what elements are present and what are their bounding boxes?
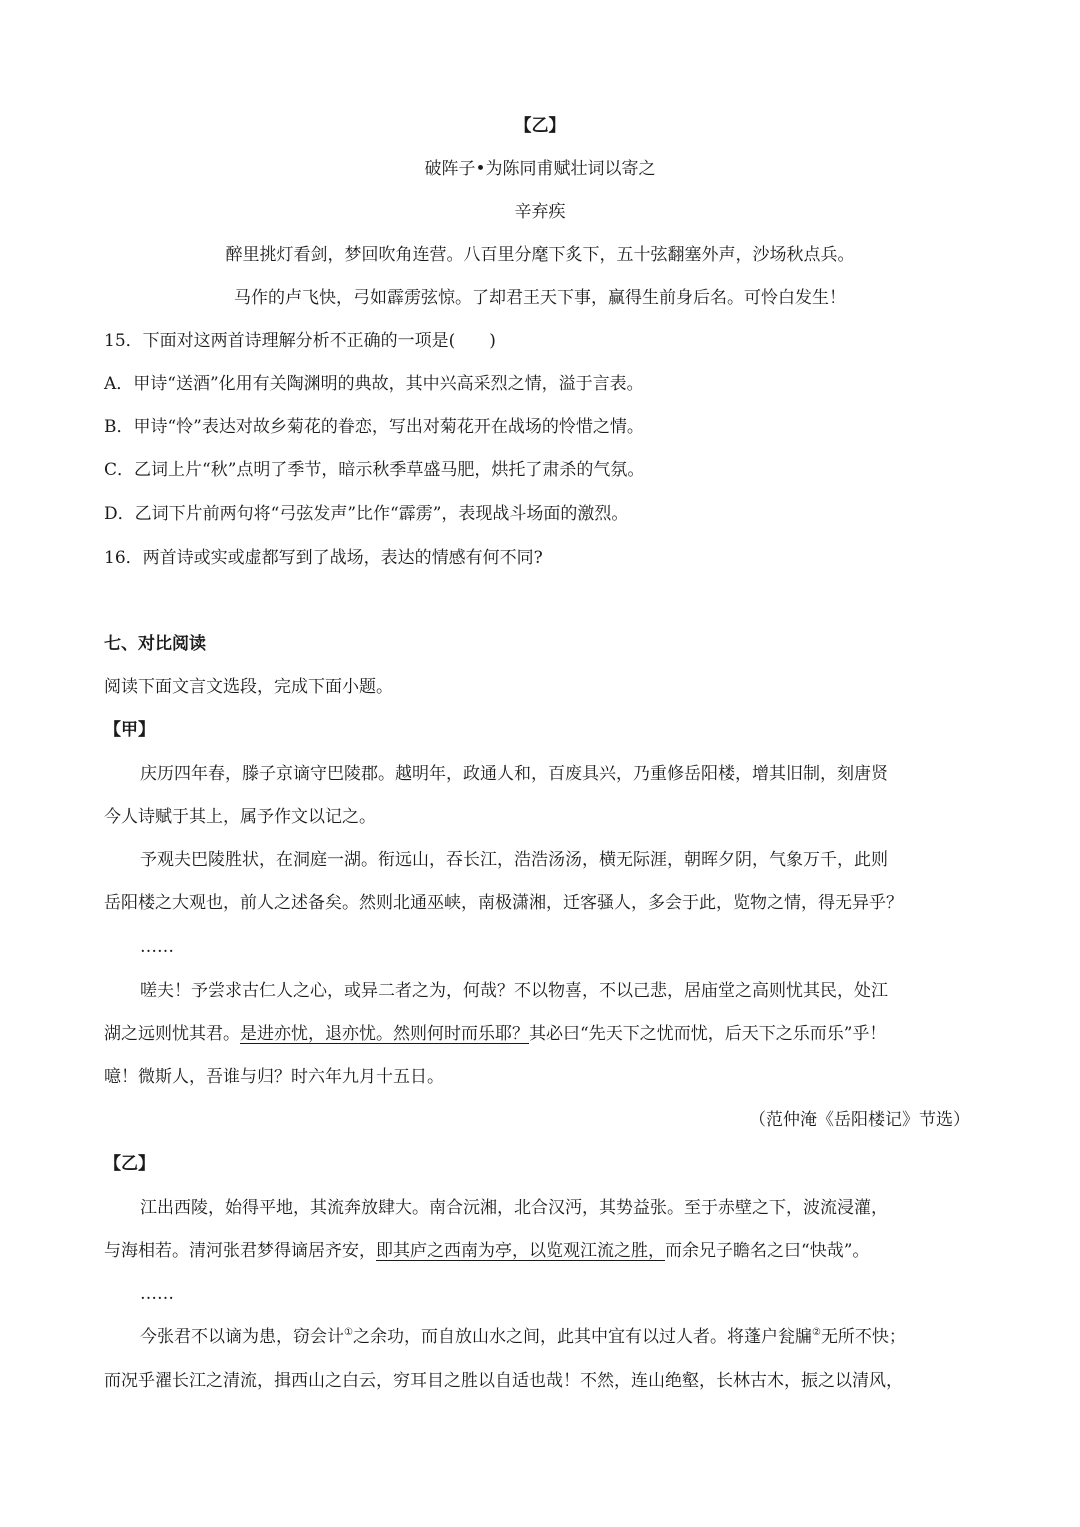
text-segment: 今张君不以谪为患，窃会计 bbox=[140, 1327, 344, 1347]
footnote-marker-2: ② bbox=[811, 1327, 821, 1338]
jia-paragraph-3-line-3: 噫！微斯人，吾谁与归？时六年九月十五日。 bbox=[104, 1067, 444, 1087]
question-15-option-b: B．甲诗“怜”表达对故乡菊花的眷恋，写出对菊花开在战场的怜惜之情。 bbox=[104, 417, 644, 437]
text-segment: 无所不快； bbox=[820, 1327, 906, 1347]
text-segment: 湖之远则忧其君。 bbox=[104, 1024, 240, 1044]
poem-yi-line-1: 醉里挑灯看剑，梦回吹角连营。八百里分麾下炙下，五十弦翻塞外声，沙场秋点兵。 bbox=[225, 245, 855, 265]
section-7-intro: 阅读下面文言文选段，完成下面小题。 bbox=[104, 677, 393, 697]
poem-yi-line-2: 马作的卢飞快，弓如霹雳弦惊。了却君王天下事，赢得生前身后名。可怜白发生！ bbox=[234, 288, 846, 308]
jia-paragraph-1-line-2: 今人诗赋于其上，属予作文以记之。 bbox=[104, 807, 376, 827]
question-15-option-d: D．乙词下片前两句将“弓弦发声”比作“霹雳”，表现战斗场面的激烈。 bbox=[104, 504, 629, 524]
jia-paragraph-3-line-1: 嗟夫！予尝求古仁人之心，或异二者之为，何哉？不以物喜，不以己悲，居庙堂之高则忧其民，处江 bbox=[140, 981, 888, 1001]
jia-paragraph-1-line-1: 庆历四年春，滕子京谪守巴陵郡。越明年，政通人和，百废具兴，乃重修岳阳楼，增其旧制，刻唐贤 bbox=[140, 764, 888, 784]
passage-jia-label: 【甲】 bbox=[104, 720, 155, 740]
yi-paragraph-2-line-2: 而况乎濯长江之清流，揖西山之白云，穷耳目之胜以自适也哉！不然，连山绝壑，长林古木，振之以清风， bbox=[104, 1371, 903, 1391]
passage-yi-label: 【乙】 bbox=[104, 1154, 155, 1174]
question-16-stem: 16．两首诗或实或虚都写到了战场，表达的情感有何不同? bbox=[104, 548, 543, 568]
question-15-option-a: A．甲诗“送酒”化用有关陶渊明的典故，其中兴高采烈之情，溢于言表。 bbox=[104, 374, 644, 394]
poem-yi-title: 破阵子•为陈同甫赋壮词以寄之 bbox=[424, 159, 656, 179]
poem-yi-author: 辛弃疾 bbox=[514, 202, 566, 222]
yi-paragraph-1-line-2 bbox=[104, 1239, 984, 1263]
section-7-heading: 七、对比阅读 bbox=[104, 634, 206, 654]
underlined-sentence: 即其庐之西南为亭，以览观江流之胜， bbox=[376, 1241, 665, 1261]
underlined-sentence: 是进亦忧，退亦忧。然则何时而乐耶？ bbox=[240, 1024, 529, 1044]
yi-paragraph-1-line-1: 江出西陵，始得平地，其流奔放肆大。南合沅湘，北合汉沔，其势益张。至于赤壁之下，波流浸灌， bbox=[140, 1198, 888, 1218]
ellipsis: …… bbox=[140, 937, 174, 957]
jia-paragraph-3-line-2 bbox=[104, 1022, 984, 1046]
text-segment: 之余功，而自放山水之间，此其中宜有以过人者。将蓬户瓮牖 bbox=[352, 1327, 812, 1347]
question-15-stem: 15．下面对这两首诗理解分析不正确的一项是( ) bbox=[104, 331, 496, 351]
text-segment: 与海相若。清河张君梦得谪居齐安， bbox=[104, 1241, 376, 1261]
yi-paragraph-2-line-1 bbox=[140, 1325, 984, 1349]
jia-source-citation: （范仲淹《岳阳楼记》节选） bbox=[749, 1110, 970, 1130]
question-15-option-c: C．乙词上片“秋”点明了季节，暗示秋季草盛马肥，烘托了肃杀的气氛。 bbox=[104, 460, 645, 480]
jia-paragraph-2-line-1: 予观夫巴陵胜状，在洞庭一湖。衔远山，吞长江，浩浩汤汤，横无际涯，朝晖夕阴，气象万千，此则 bbox=[140, 850, 888, 870]
poem-yi-label: 【乙】 bbox=[514, 116, 566, 136]
ellipsis: …… bbox=[140, 1284, 174, 1304]
text-segment: 而余兄子瞻名之曰“快哉”。 bbox=[665, 1241, 870, 1261]
footnote-marker-1: ① bbox=[344, 1327, 353, 1338]
jia-paragraph-2-line-2: 岳阳楼之大观也，前人之述备矣。然则北通巫峡，南极潇湘，迁客骚人，多会于此，览物之情，得无异乎？ bbox=[104, 893, 903, 913]
text-segment: 其必曰“先天下之忧而忧，后天下之乐而乐”乎！ bbox=[529, 1024, 887, 1044]
